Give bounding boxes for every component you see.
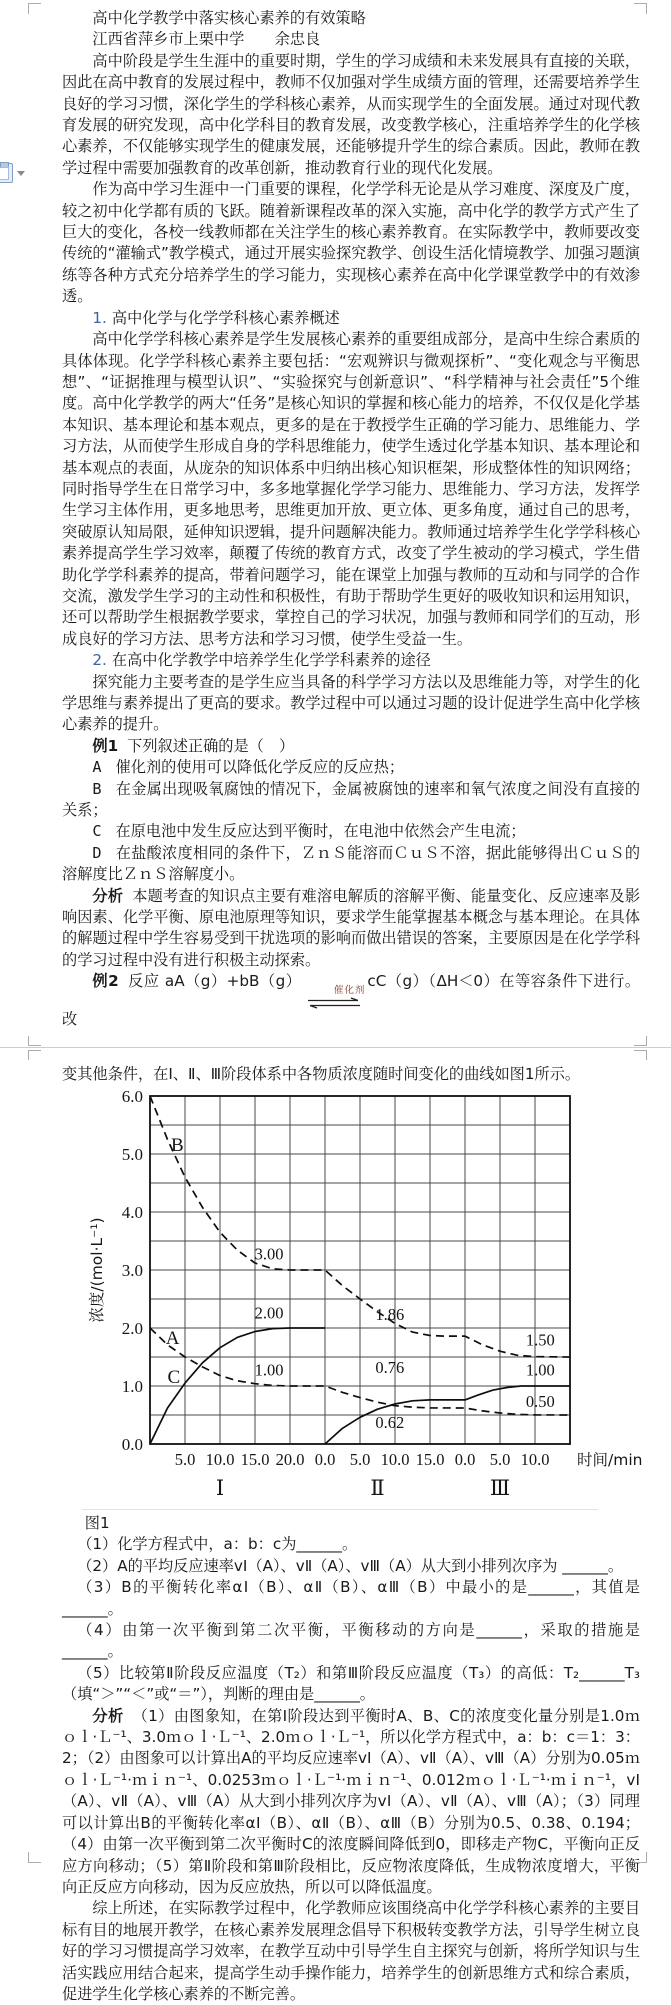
- author-line: 江西省萍乡市上栗中学 余忠良: [92, 30, 321, 49]
- section-heading-2: [62, 650, 640, 671]
- series-B-label: B: [171, 1134, 184, 1156]
- svg-text:6.0: 6.0: [121, 1089, 143, 1106]
- option-d-text: 在盐酸浓度相同的条件下，ＺｎＳ能溶而ＣｕＳ不溶，据此能够得出ＣｕＳ的溶解度比ＺｎＳ溶解度小。: [62, 843, 640, 884]
- svg-text:15.0: 15.0: [415, 1449, 445, 1469]
- svg-text:5.0: 5.0: [174, 1449, 196, 1469]
- option-b-text: 在金属出现吸氧腐蚀的情况下，金属被腐蚀的速率和氧气浓度之间没有直接的关系；: [62, 779, 640, 820]
- page2-corner-mark-top-left: [28, 1050, 41, 1060]
- svg-text:15.0: 15.0: [240, 1449, 270, 1469]
- stage-labels: [216, 1476, 510, 1500]
- svg-text:Ⅱ: Ⅱ: [370, 1475, 385, 1500]
- svg-text:1.86: 1.86: [375, 1304, 405, 1324]
- series-A-label: A: [165, 1327, 180, 1349]
- question-2: （2）A的平均反应速率vⅠ（A）、vⅡ（A）、vⅢ（A）从大到小排列次序为 ______。: [77, 1556, 624, 1575]
- catalyst-label: 催化剂: [333, 985, 366, 997]
- page-corner-mark-bottom-right: [634, 1852, 647, 1863]
- svg-text:0.50: 0.50: [525, 1391, 555, 1411]
- image-bottom-border: [82, 1509, 598, 1510]
- analysis1-text: 本题考查的知识点主要有难溶电解质的溶解平衡、能量变化、反应速率及影响因素、化学平衡、原电池原理等知识，要求学生能掌握基本概念与基本理论。在具体的解题过程中学生容易受到干扰选项的影响而做出错误的答案，主要原因是在化学学科的学习过程中没有进行积极主动探索。: [62, 886, 641, 969]
- svg-text:5.0: 5.0: [349, 1449, 371, 1469]
- figure1-caption: 图1: [84, 1514, 110, 1532]
- option-c-text: 在原电池中发生反应达到平衡时，在电池中依然会产生电流；: [115, 822, 526, 841]
- point-value-labels: [255, 1244, 555, 1431]
- svg-text:5.0: 5.0: [121, 1144, 143, 1164]
- figure1-chart: [86, 1090, 646, 1502]
- svg-text:Ⅰ: Ⅰ: [215, 1475, 225, 1500]
- x-axis-title: 时间/min: [577, 1450, 643, 1469]
- svg-text:1.00: 1.00: [525, 1360, 555, 1380]
- example2-label: 例2: [92, 972, 119, 991]
- option-a: [62, 757, 640, 778]
- x-axis-ticks: [175, 1450, 550, 1469]
- question-3: （3）B的平衡转化率αⅠ（B）、αⅡ（B）、αⅢ（B）中最小的是______，其值是______。: [62, 1578, 640, 1618]
- y-axis-ticks: [122, 1090, 143, 1454]
- analysis2-label: 分析: [92, 1706, 124, 1725]
- paragraph-intro-1: 高中阶段是学生生涯中的重要时期，学生的学习成绩和未来发展具有直接的关联，因此在高中教育的发展过程中，教师不仅加强对学生成绩方面的管理，还需要培养学生良好的学习习惯，深化学生的学科核心素养，从而实现学生的全面发展。通过对现代教育发展的研究发现，高中化学科目的教育发展，改变教学核心，注重培养学生的化学核心素养，不仅能够实现学生的健康发展，还能够提升学生的综合素质。因此，教师在教学过程中需要加强教育的改革创新，推动教育行业的现代化发展。: [62, 51, 640, 177]
- example2-lhs: aA（g）+bB（g）: [164, 972, 302, 991]
- option-d: [62, 843, 640, 886]
- svg-text:1.0: 1.0: [121, 1376, 143, 1396]
- analysis2-paragraph: [62, 1706, 640, 1899]
- analysis1-label: 分析: [92, 886, 124, 905]
- question-1: （1）化学方程式中，a：b：c为______。: [77, 1535, 358, 1554]
- paragraph-intro-2: 作为高中学习生涯中一门重要的课程，化学学科无论是从学习难度、深度及广度，较之初中化学都有质的飞跃。随着新课程改革的深入实施，高中化学的教学方式产生了巨大的变化，各校一线教师都在关注学生的核心素养教育。在实际教学中，教师要改变传统的“灌输式”教学模式，通过开展实验探究教学、创设生活化情境教学、加强习题演练等各种方式充分培养学生的学习能力，实现核心素养在高中化学课堂教学中的有效渗透。: [62, 180, 640, 306]
- svg-text:0.0: 0.0: [121, 1434, 143, 1454]
- svg-text:0.0: 0.0: [454, 1449, 476, 1469]
- svg-text:2.00: 2.00: [254, 1303, 284, 1323]
- svg-text:4.0: 4.0: [121, 1202, 143, 1222]
- page-divider-line: [0, 1047, 671, 1048]
- paragraph-section2: 探究能力主要考查的是学生应当具备的科学学习方法以及思维能力等，对学生的化学思维与素养提出了更高的要求。教学过程中可以通过习题的设计促进学生高中化学核心素养的提升。: [62, 672, 640, 734]
- clipboard-icon: [0, 163, 13, 183]
- catalyst-equilibrium: [303, 986, 365, 1009]
- paste-options-button[interactable]: [0, 163, 30, 183]
- page1-corner-mark-bottom-left: [28, 1036, 41, 1046]
- option-c: [62, 821, 640, 842]
- svg-text:0.0: 0.0: [314, 1449, 336, 1469]
- section-heading-1: [62, 308, 640, 329]
- option-b: [62, 779, 640, 822]
- y-axis-title: 浓度/(mol·L⁻¹): [88, 1217, 106, 1323]
- example1-question: 下列叙述正确的是（ ）: [127, 736, 295, 755]
- example2-pre: 反应: [127, 972, 165, 991]
- svg-text:2.0: 2.0: [121, 1318, 143, 1338]
- analysis2-text: （1）由图象知，在第Ⅰ阶段达到平衡时A、B、C的浓度变化量分别是1.0ｍｏｌ·Ｌ⁻¹、3.0ｍｏｌ·Ｌ⁻¹、2.0ｍｏｌ·Ｌ⁻¹，所以化学方程式中，a：b：c＝1：3：2；（2）由图象可以计算出A的平均反应速率vⅠ（A）、vⅡ（A）、vⅢ（A）分别为0.05ｍｏｌ·Ｌ⁻¹·ｍｉｎ⁻¹、0.0253ｍｏｌ·Ｌ⁻¹·ｍｉｎ⁻¹、0.012ｍｏｌ·Ｌ⁻¹·ｍｉｎ⁻¹，vⅠ（A）、vⅡ（A）、vⅢ（A）从大到小排列次序为vⅠ（A）、vⅡ（A）、vⅢ（A）；（3）同理可以计算出B的平衡转化率αⅠ（B）、αⅡ（B）、αⅢ（B）分别为0.5、0.38、0.194；（4）由第一次平衡到第二次平衡时C的浓度瞬间降低到0，即移走产物C，平衡向正反应方向移动；（5）第Ⅱ阶段和第Ⅲ阶段相比，反应物浓度降低，生成物浓度增大，平衡向正反应方向移动，因为反应放热，所以可以降低温度。: [62, 1706, 640, 1896]
- svg-text:Ⅲ: Ⅲ: [489, 1475, 511, 1500]
- svg-text:20.0: 20.0: [275, 1449, 305, 1469]
- section-number-2: 2.: [92, 651, 107, 670]
- example2-continuation: 变其他条件，在Ⅰ、Ⅱ、Ⅲ阶段体系中各物质浓度随时间变化的曲线如图1所示。: [62, 1065, 581, 1084]
- page-corner-mark-top-left: [28, 3, 41, 14]
- svg-text:0.62: 0.62: [375, 1412, 405, 1432]
- svg-text:0.76: 0.76: [375, 1357, 405, 1377]
- svg-text:1.50: 1.50: [525, 1329, 555, 1349]
- page-break: [0, 1035, 671, 1061]
- figure1-image: [86, 1089, 643, 1508]
- svg-text:3.00: 3.00: [254, 1244, 284, 1264]
- option-d-key: D: [92, 843, 102, 862]
- svg-text:10.0: 10.0: [205, 1449, 235, 1469]
- section-number-1: 1.: [92, 308, 107, 327]
- analysis1-paragraph: [62, 886, 640, 972]
- page-title: 高中化学教学中落实核心素养的有效策略: [92, 9, 366, 27]
- question-4: （4）由第一次平衡到第二次平衡，平衡移动的方向是______，采取的措施是______。: [62, 1621, 640, 1661]
- question-5: （5）比较第Ⅱ阶段反应温度（T₂）和第Ⅲ阶段反应温度（T₃）的高低：T₂______T₃（填“＞”“＜”或“＝”），判断的理由是______。: [62, 1663, 640, 1704]
- option-c-key: C: [92, 822, 102, 841]
- page-corner-mark-bottom-left: [28, 1852, 41, 1863]
- example1-label: 例1: [92, 736, 119, 755]
- example2-rhs: cC（g）（ΔH＜0）在等容条件下进行。改: [62, 972, 641, 1028]
- page-corner-mark-top-right: [634, 3, 647, 14]
- chart-grid: [150, 1096, 570, 1444]
- example1-stem: [62, 736, 640, 757]
- svg-text:1.00: 1.00: [254, 1360, 284, 1380]
- page2-corner-mark-top-right: [634, 1050, 647, 1060]
- series-C-label: C: [167, 1366, 181, 1388]
- equilibrium-arrows-icon: [305, 997, 363, 1009]
- svg-text:3.0: 3.0: [121, 1260, 143, 1280]
- section-title-2: 在高中化学教学中培养学生化学学科素养的途径: [111, 651, 431, 670]
- option-a-key: A: [92, 758, 102, 777]
- page1-corner-mark-bottom-right: [634, 1036, 647, 1046]
- option-a-text: 催化剂的使用可以降低化学反应的反应热；: [115, 758, 405, 777]
- chevron-down-icon[interactable]: [17, 171, 25, 176]
- conclusion-paragraph: 综上所述，在实际教学过程中，化学教师应该围绕高中化学学科核心素养的主要目标有目的地展开教学，在核心素养发展理念倡导下积极转变教学方法，引导学生树立良好的学习习惯提高学习效率，在教学互动中引导学生自主探究与创新，将所学知识与生活实践应用结合起来，提高学生动手操作能力，培养学生的创新思维方式和综合素质，促进学生化学核心素养的不断完善。: [62, 1899, 640, 2003]
- svg-text:10.0: 10.0: [520, 1449, 550, 1469]
- svg-text:10.0: 10.0: [380, 1449, 410, 1469]
- paragraph-section1: 高中化学学科核心素养是学生发展核心素养的重要组成部分，是高中生综合素质的具体体现。化学学科核心素养主要包括：“宏观辨识与微观探析”、“变化观念与平衡思想”、“证据推理与模型认识”、“实验探究与创新意识”、“科学精神与社会责任”5个维度。高中化学教学的两大“任务”是核心知识的掌握和核心能力的培养，不仅仅是化学基本知识、基本理论和基本观点，更多的是在于教授学生正确的学习能力、思维能力、学习方法，从而使学生形成自身的学科思维能力，使学生透过化学基本知识、基本理论和基本观点的表面，从庞杂的知识体系中归纳出核心知识框架，形成整体性的知识网络；同时指导学生在日常学习中，多多地掌握化学学习能力、思维能力、学习方法，发挥学生学习主体作用，更多地思考，思维更加开放、更立体、更多角度，通过自己的思考，突破原认知局限，延伸知识逻辑，提升问题解决能力。教师通过培养学生化学学科核心素养提高学生学习效率，颠覆了传统的教育方式，改变了学生被动的学习模式，学生借助化学学科素养的提高，带着问题学习，能在课堂上加强与教师的互动和与同学的合作交流，激发学生学习的主动性和积极性，有助于帮助学生更好的吸收知识和运用知识，还可以帮助学生根据教学要求，掌控自己的学习状况，加强与教师和同学们的互动，形成良好的学习方法、思考方法和学习习惯，使学生受益一生。: [62, 330, 640, 648]
- svg-text:5.0: 5.0: [489, 1449, 511, 1469]
- option-b-key: B: [92, 779, 102, 798]
- example2-stem: [62, 971, 640, 1030]
- section-title-1: 高中化学与化学学科核心素养概述: [111, 308, 340, 327]
